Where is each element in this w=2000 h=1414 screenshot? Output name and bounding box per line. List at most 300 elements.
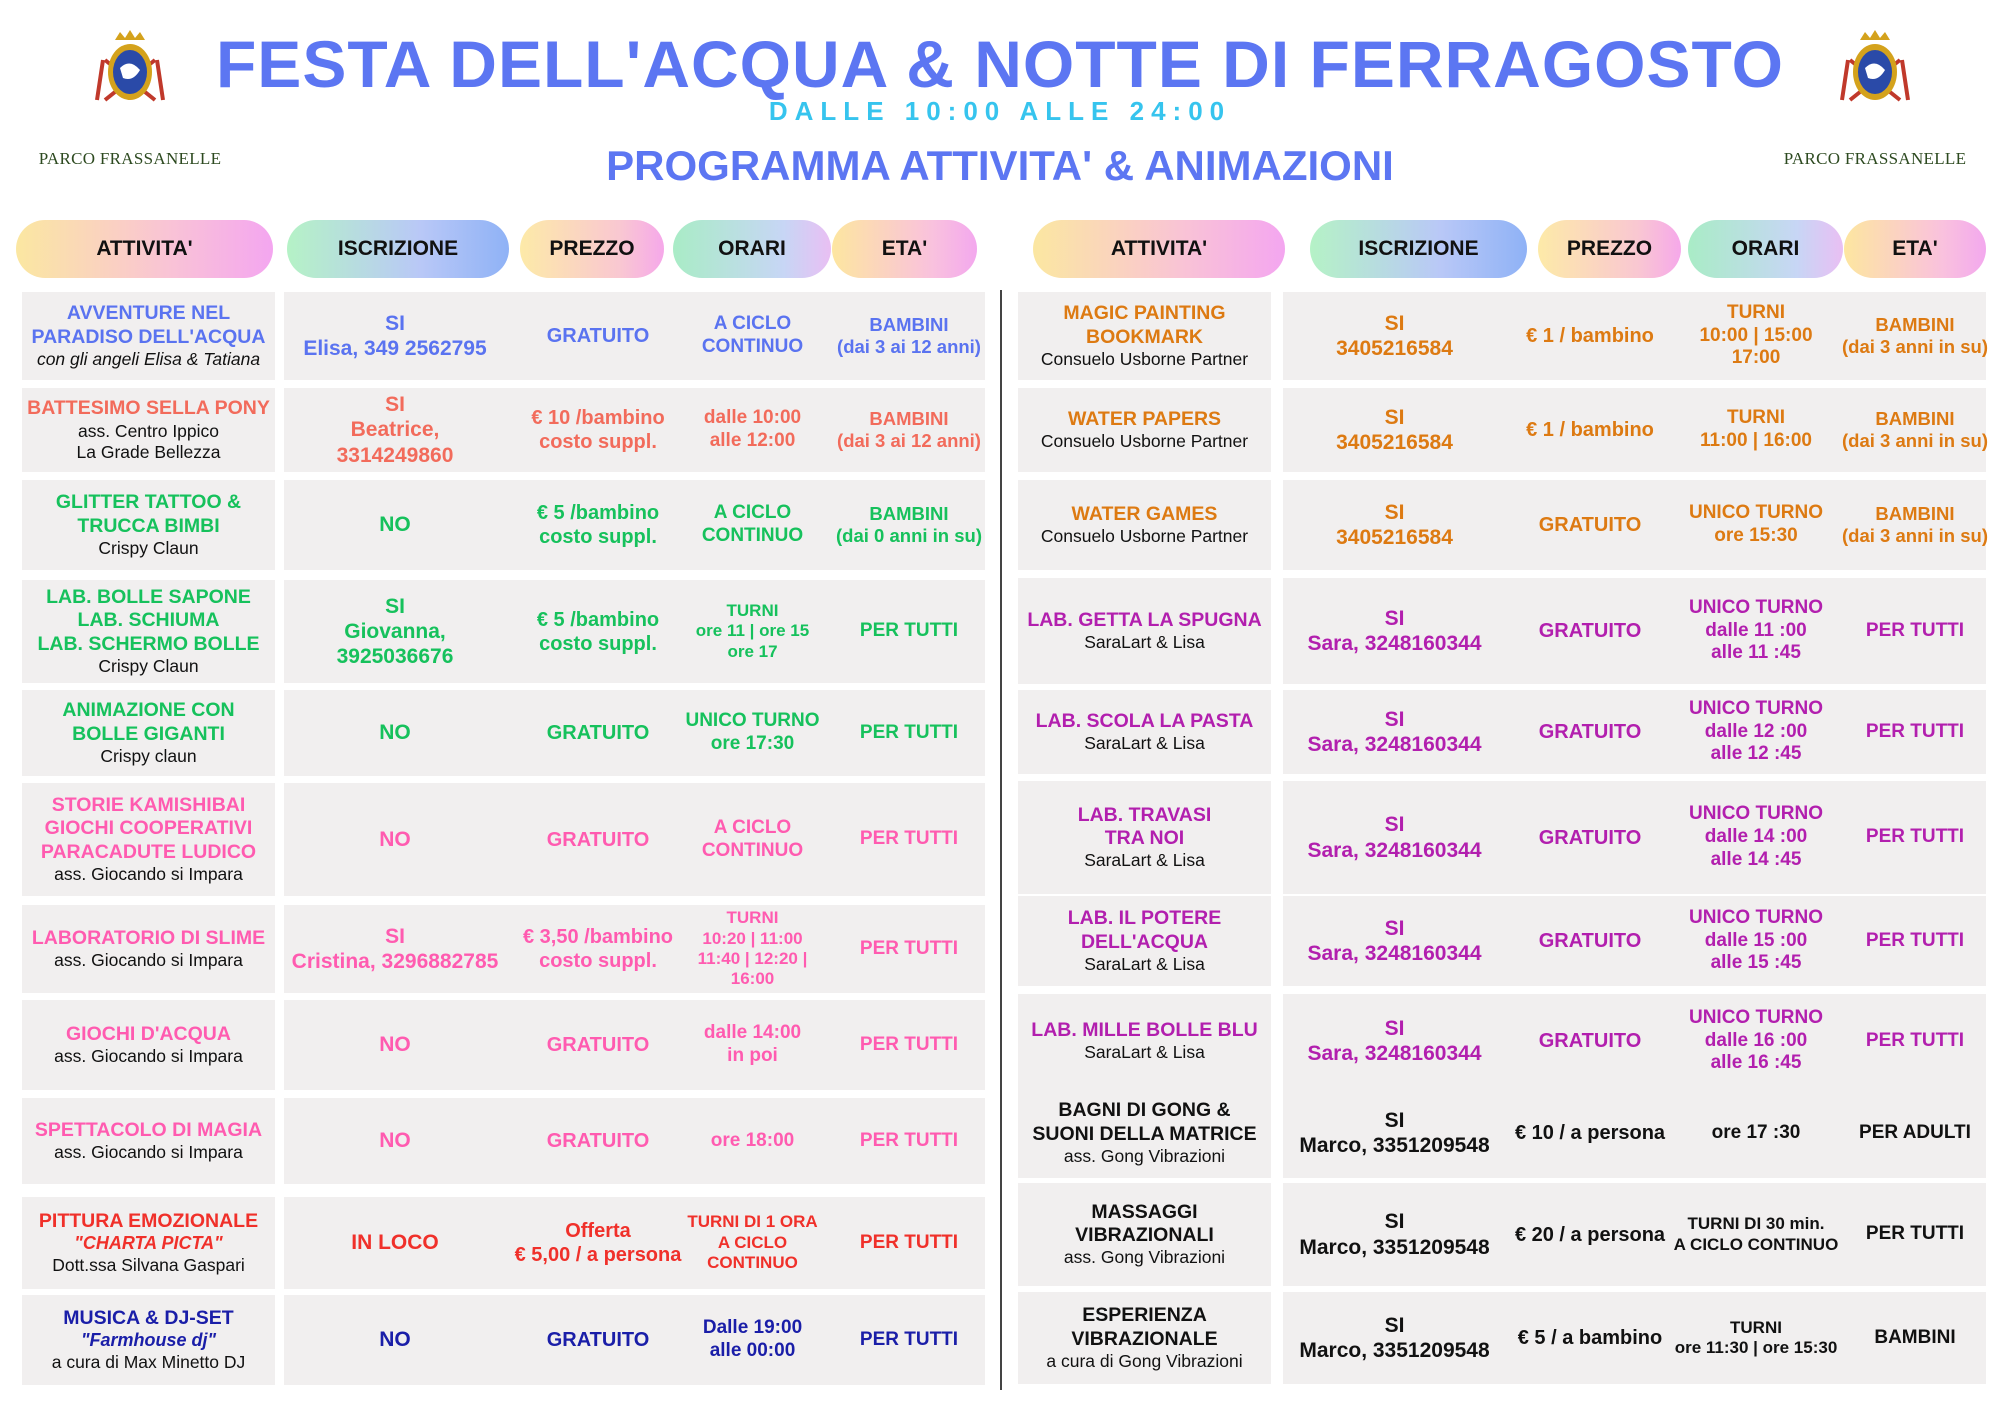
registration-cell (284, 1000, 506, 1090)
price-cell (1500, 1292, 1680, 1384)
schedule-cell (1672, 388, 1840, 472)
activity-organizer (1041, 526, 1248, 547)
cell-line: PER TUTTI (1865, 929, 1965, 951)
cell-line: dalle 16 :00 (1704, 1029, 1808, 1051)
cell-line: TRA NOI (1104, 827, 1185, 849)
activity-name (1018, 994, 1271, 1088)
cell-line: ore 15:30 (1714, 525, 1798, 546)
cell-line: TURNI (1726, 301, 1786, 323)
cell-line: dalle 12 :00 (1704, 720, 1808, 742)
schedule-cell (1672, 1292, 1840, 1384)
cell-line: UNICO TURNO (1688, 697, 1824, 719)
age-cell (828, 388, 990, 472)
cell-line: BAMBINI (869, 313, 949, 335)
cell-line: MUSICA & DJ-SET (63, 1307, 234, 1329)
schedule-cell (680, 388, 825, 472)
activity-name (22, 1197, 275, 1289)
activity-name (22, 690, 275, 776)
cell-line: € 5 /bambino (536, 502, 660, 524)
cell-line: ass. Gong Vibrazioni (1063, 1145, 1226, 1166)
cell-line: LABORATORIO DI SLIME (31, 926, 266, 949)
age-cell (828, 1098, 990, 1184)
cell-line: dalle 10:00 (703, 407, 802, 429)
cell-line: PER TUTTI (859, 828, 959, 850)
cell-line: con gli angeli Elisa & Tatiana (36, 348, 261, 369)
registration-cell (1283, 1183, 1506, 1286)
cell-line: MASSAGGI (1091, 1200, 1198, 1223)
cell-line: Crispy Claun (98, 537, 199, 558)
activity-organizer (1064, 1247, 1225, 1268)
cell-line: BAMBINI (1874, 1326, 1956, 1348)
cell-line: Dalle 19:00 (702, 1317, 803, 1339)
cell-line: SUONI DELLA MATRICE (1032, 1122, 1257, 1145)
activity-name (22, 783, 275, 896)
cell-line: PER TUTTI (859, 1328, 959, 1350)
activity-organizer (100, 746, 196, 767)
activity-name (22, 480, 275, 570)
cell-line: Marco, 3351209548 (1299, 1339, 1490, 1362)
cell-line: PER TUTTI (1865, 1029, 1965, 1051)
cell-line: GRATUITO (546, 1130, 650, 1152)
cell-line: € 20 / a persona (1514, 1223, 1666, 1246)
schedule-cell (680, 905, 825, 993)
cell-line: € 5,00 / a persona (514, 1244, 682, 1266)
price-cell (508, 783, 688, 896)
age-cell (1835, 1292, 1995, 1384)
cell-line: ESPERIENZA (1082, 1304, 1207, 1327)
cell-line: € 5 /bambino (536, 608, 660, 631)
cell-line: ass. Giocando si Impara (54, 950, 243, 971)
cell-line: UNICO TURNO (1688, 803, 1824, 825)
cell-line: SI (1384, 1210, 1405, 1234)
cell-line: alle 00:00 (709, 1340, 796, 1361)
cell-line: WATER GAMES (1071, 502, 1218, 525)
price-cell (508, 905, 688, 993)
activity-name (22, 1000, 275, 1090)
schedule-cell (680, 1098, 825, 1184)
schedule-cell (680, 580, 825, 683)
cell-line: LAB. SCOLA LA PASTA (1035, 709, 1254, 732)
activity-organizer (77, 421, 221, 463)
cell-line: PARACADUTE LUDICO (40, 840, 257, 863)
cell-line: AVVENTURE NEL (66, 302, 231, 325)
cell-line: costo suppl. (539, 526, 657, 548)
schedule-cell (680, 292, 825, 380)
cell-line: TURNI (726, 908, 779, 928)
cell-line: € 1 / bambino (1526, 325, 1654, 347)
price-cell (508, 1295, 688, 1385)
header-iscrizione-right: ISCRIZIONE (1310, 220, 1527, 278)
cell-line: 10:20 | 11:00 (702, 928, 803, 948)
cell-line: a cura di Max Minetto DJ (51, 1351, 246, 1372)
cell-line: NO (379, 1033, 411, 1057)
cell-line: SI (1384, 311, 1405, 335)
cell-line: GRATUITO (546, 722, 650, 744)
activity-organizer (52, 1352, 246, 1373)
age-cell (828, 905, 990, 993)
cell-line: SI (1384, 1313, 1405, 1337)
cell-line: DELL'ACQUA (1080, 930, 1209, 953)
activity-name (22, 388, 275, 472)
cell-line: BAMBINI (1875, 407, 1955, 429)
cell-line: Marco, 3351209548 (1299, 1134, 1490, 1157)
cell-line: SI (1384, 813, 1405, 837)
registration-cell (1283, 781, 1506, 894)
cell-line: NO (379, 721, 411, 745)
cell-line: GRATUITO (546, 1034, 650, 1056)
page-subtitle: DALLE 10:00 ALLE 24:00 (768, 96, 1232, 126)
price-cell (508, 388, 688, 472)
activity-organizer (1041, 349, 1248, 370)
cell-line: GRATUITO (1538, 826, 1642, 849)
cell-line: 3314249860 (336, 443, 454, 467)
price-cell (508, 480, 688, 570)
cell-line: Offerta (565, 1220, 631, 1242)
activity-name (1018, 1088, 1271, 1178)
cell-line: VIBRAZIONALE (1071, 1327, 1218, 1350)
cell-line: 10:00 | 15:00 (1699, 324, 1813, 346)
header-iscrizione-left: ISCRIZIONE (287, 220, 509, 278)
cell-line: SI (385, 393, 405, 417)
cell-line: € 10 / a persona (1514, 1122, 1666, 1144)
header-prezzo-left: PREZZO (520, 220, 664, 278)
cell-line: GRATUITO (546, 1329, 650, 1351)
activity-organizer (1084, 632, 1205, 653)
cell-line: Beatrice, (350, 418, 440, 442)
cell-line: alle 15 :45 (1710, 952, 1802, 974)
header-attivita-right: ATTIVITA' (1033, 220, 1285, 278)
schedule-cell (1672, 1183, 1840, 1286)
age-cell (828, 690, 990, 776)
activity-name (22, 1098, 275, 1184)
activity-name (1018, 781, 1271, 894)
registration-cell (1283, 1088, 1506, 1178)
cell-line: Crispy claun (100, 745, 197, 766)
program-title: PROGRAMMA ATTIVITA' & ANIMAZIONI (606, 142, 1394, 189)
cell-line: GRATUITO (546, 325, 650, 347)
cell-line: PER TUTTI (859, 1129, 959, 1151)
age-cell (828, 1197, 990, 1289)
price-cell (508, 1197, 688, 1289)
cell-line: BAGNI DI GONG & (1058, 1099, 1231, 1122)
cell-line: TRUCCA BIMBI (77, 514, 220, 537)
cell-line: SaraLart & Lisa (1084, 733, 1205, 754)
cell-line: € 3,50 /bambino (522, 926, 674, 948)
price-cell (1500, 388, 1680, 472)
activity-name (1018, 292, 1271, 380)
cell-line: ass. Giocando si Impara (54, 1142, 243, 1163)
registration-cell (284, 388, 506, 472)
cell-line: ore 17 :30 (1711, 1121, 1801, 1143)
schedule-cell (1672, 781, 1840, 894)
registration-cell (1283, 1292, 1506, 1384)
header-eta-right: ETA' (1844, 220, 1986, 278)
cell-line: VIBRAZIONALI (1075, 1224, 1214, 1246)
cell-line: SaraLart & Lisa (1084, 850, 1205, 871)
registration-cell (1283, 578, 1506, 684)
price-cell (1500, 690, 1680, 774)
cell-line: CONTINUO (701, 839, 804, 861)
schedule-cell (680, 690, 825, 776)
activity-organizer (52, 1255, 245, 1276)
cell-line: € 10 /bambino (531, 407, 665, 429)
registration-cell (1283, 994, 1506, 1088)
cell-line: alle 12 :45 (1710, 743, 1802, 765)
activity-organizer (1064, 1146, 1225, 1167)
activity-organizer (54, 1046, 243, 1067)
schedule-cell (1672, 578, 1840, 684)
cell-line: SPETTACOLO DI MAGIA (34, 1118, 263, 1141)
schedule-cell (1672, 994, 1840, 1088)
cell-line: GRATUITO (1538, 721, 1642, 743)
price-cell (508, 690, 688, 776)
price-cell (1500, 994, 1680, 1088)
cell-line: TURNI DI 30 min. (1687, 1214, 1825, 1234)
registration-cell (1283, 896, 1506, 986)
age-cell (828, 580, 990, 683)
logo-text: PARCO FRASSANELLE (38, 149, 222, 168)
cell-line: TURNI DI 1 ORA (687, 1212, 818, 1232)
cell-line: SI (1384, 405, 1405, 429)
cell-line: GRATUITO (546, 828, 650, 851)
cell-line: Cristina, 3296882785 (291, 950, 499, 973)
cell-line: 3925036676 (336, 645, 454, 669)
cell-line: ass. Giocando si Impara (54, 864, 243, 885)
cell-line: PER TUTTI (859, 620, 959, 642)
age-cell (828, 1295, 990, 1385)
cell-line: GIOCHI D'ACQUA (66, 1022, 231, 1045)
activity-name (1018, 480, 1271, 570)
cell-line: NO (379, 1129, 411, 1153)
registration-cell (284, 1098, 506, 1184)
cell-line: ore 18:00 (710, 1129, 795, 1151)
cell-line: (dai 0 anni in su) (836, 525, 982, 546)
cell-line: SI (1384, 1108, 1405, 1132)
cell-line: TURNI (726, 600, 779, 620)
cell-line: CONTINUO (701, 336, 804, 357)
cell-line: ass. Gong Vibrazioni (1063, 1247, 1226, 1268)
price-cell (1500, 1088, 1680, 1178)
price-cell (508, 292, 688, 380)
activity-name (1018, 690, 1271, 774)
cell-line: Giovanna, (344, 619, 446, 643)
cell-line: UNICO TURNO (1688, 596, 1824, 618)
cell-line: GRATUITO (1538, 514, 1642, 536)
cell-line: UNICO TURNO (1688, 1006, 1824, 1028)
registration-cell (1283, 292, 1506, 380)
activity-organizer (1041, 431, 1248, 452)
cell-line: (dai 3 anni in su) (1842, 525, 1988, 546)
schedule-cell (680, 480, 825, 570)
activity-name (22, 905, 275, 993)
activity-subtitle: "CHARTA PICTA" (74, 1233, 223, 1254)
cell-line: Marco, 3351209548 (1299, 1235, 1490, 1259)
cell-line: MAGIC PAINTING (1063, 302, 1226, 325)
cell-line: A CICLO (713, 313, 792, 335)
cell-line: alle 12:00 (709, 430, 796, 451)
age-cell (828, 292, 990, 380)
cell-line: alle 16 :45 (1710, 1052, 1802, 1074)
activity-organizer (98, 656, 198, 677)
age-cell (1835, 388, 1995, 472)
activity-organizer (37, 349, 260, 370)
registration-cell (1283, 690, 1506, 774)
activity-organizer (54, 950, 243, 971)
cell-line: La Grade Bellezza (76, 441, 221, 462)
cell-line: dalle 11 :00 (1705, 619, 1807, 641)
price-cell (1500, 578, 1680, 684)
cell-line: SI (385, 311, 405, 335)
cell-line: alle 14 :45 (1710, 848, 1802, 870)
cell-line: PER TUTTI (859, 1231, 959, 1253)
cell-line: BAMBINI (1875, 313, 1955, 335)
cell-line: LAB. MILLE BOLLE BLU (1031, 1018, 1258, 1041)
cell-line: SI (1384, 707, 1405, 731)
activity-organizer (54, 1142, 243, 1163)
price-cell (1500, 896, 1680, 986)
registration-cell (284, 292, 506, 380)
cell-line: 3405216584 (1336, 431, 1453, 454)
cell-line: SI (1384, 500, 1405, 524)
cell-line: SI (1384, 606, 1405, 630)
cell-line: GRATUITO (1538, 930, 1642, 952)
cell-line: costo suppl. (539, 431, 657, 453)
cell-line: SaraLart & Lisa (1084, 1042, 1205, 1063)
cell-line: PITTURA EMOZIONALE (38, 1210, 259, 1232)
cell-line: ore 11:30 | ore 15:30 (1674, 1338, 1838, 1357)
activity-name (1018, 1292, 1271, 1384)
schedule-cell (1672, 690, 1840, 774)
cell-line: dalle 15 :00 (1704, 929, 1808, 951)
schedule-cell (680, 1000, 825, 1090)
schedule-cell (1672, 292, 1840, 380)
schedule-cell (680, 1197, 825, 1289)
cell-line: 17:00 (1731, 347, 1781, 369)
activity-organizer (54, 864, 243, 885)
header-eta-left: ETA' (832, 220, 977, 278)
cell-line: Sara, 3248160344 (1307, 632, 1482, 655)
cell-line: Consuelo Usborne Partner (1040, 348, 1249, 369)
cell-line: SaraLart & Lisa (1084, 953, 1205, 974)
activity-name (22, 580, 275, 683)
logo-text: PARCO FRASSANELLE (1783, 149, 1967, 168)
cell-line: LAB. GETTA LA SPUGNA (1027, 608, 1262, 631)
cell-line: Sara, 3248160344 (1307, 733, 1482, 756)
header-attivita-left: ATTIVITA' (16, 220, 273, 278)
price-cell (1500, 1183, 1680, 1286)
activity-organizer (1046, 1351, 1242, 1372)
registration-cell (1283, 388, 1506, 472)
cell-line: UNICO TURNO (1688, 906, 1824, 928)
price-cell (1500, 480, 1680, 570)
cell-line: GRATUITO (1538, 1030, 1642, 1052)
cell-line: BAMBINI (1875, 502, 1955, 524)
schedule-cell (1672, 480, 1840, 570)
cell-line: SI (1384, 916, 1405, 940)
age-cell (1835, 292, 1995, 380)
activity-organizer (1084, 1042, 1205, 1063)
cell-line: costo suppl. (539, 632, 657, 655)
cell-line: PARADISO DELL'ACQUA (31, 325, 266, 348)
cell-line: BOOKMARK (1086, 325, 1203, 348)
activity-name (1018, 896, 1271, 986)
registration-cell (284, 580, 506, 683)
registration-cell (284, 480, 506, 570)
price-cell (508, 580, 688, 683)
cell-line: (dai 3 ai 12 anni) (837, 430, 981, 451)
activity-name (1018, 1183, 1271, 1286)
price-cell (508, 1000, 688, 1090)
cell-line: Sara, 3248160344 (1307, 838, 1482, 862)
cell-line: PER TUTTI (859, 1033, 959, 1055)
cell-line: ore 11 | ore 15 (695, 621, 810, 641)
cell-line: 11:40 | 12:20 | 16:00 (697, 949, 808, 989)
cell-line: PER TUTTI (859, 721, 959, 743)
cell-line: alle 11 :45 (1711, 642, 1801, 664)
cell-line: GIOCHI COOPERATIVI (44, 817, 253, 840)
cell-line: A CICLO CONTINUO (1673, 1234, 1839, 1254)
cell-line: BAMBINI (869, 407, 949, 429)
schedule-cell (680, 783, 825, 896)
header-orari-right: ORARI (1688, 220, 1843, 278)
registration-cell (284, 690, 506, 776)
age-cell (1835, 690, 1995, 774)
cell-line: Dott.ssa Silvana Gaspari (52, 1254, 245, 1275)
age-cell (1835, 1183, 1995, 1286)
activity-subtitle: "Farmhouse dj" (80, 1330, 217, 1351)
cell-line: (dai 3 anni in su) (1842, 430, 1988, 451)
cell-line: SaraLart & Lisa (1084, 632, 1205, 653)
schedule-cell (1672, 896, 1840, 986)
cell-line: SI (385, 594, 405, 618)
cell-line: LAB. SCHIUMA (77, 609, 220, 632)
price-cell (508, 1098, 688, 1184)
cell-line: WATER PAPERS (1067, 407, 1222, 430)
cell-line: BOLLE GIGANTI (72, 722, 225, 745)
cell-line: PER ADULTI (1859, 1121, 1971, 1143)
price-cell (1500, 781, 1680, 894)
cell-line: 3405216584 (1336, 526, 1453, 549)
activity-organizer (1084, 954, 1205, 975)
cell-line: BAMBINI (869, 502, 949, 524)
cell-line: SI (385, 924, 405, 948)
column-divider (1000, 290, 1002, 1390)
cell-line: PER TUTTI (1865, 826, 1965, 848)
cell-line: PER TUTTI (1865, 1223, 1965, 1245)
cell-line: Sara, 3248160344 (1307, 1042, 1482, 1065)
activity-organizer (1084, 733, 1205, 754)
cell-line: UNICO TURNO (685, 710, 820, 732)
age-cell (1835, 578, 1995, 684)
cell-line: a cura di Gong Vibrazioni (1046, 1350, 1243, 1371)
cell-line: ore 17 (727, 641, 778, 661)
cell-line: GRATUITO (1538, 620, 1642, 642)
age-cell (828, 783, 990, 896)
registration-cell (284, 905, 506, 993)
cell-line: UNICO TURNO (1688, 502, 1824, 524)
age-cell (828, 1000, 990, 1090)
cell-line: BATTESIMO SELLA PONY (27, 397, 270, 420)
cell-line: dalle 14:00 (703, 1022, 802, 1044)
cell-line: TURNI (1730, 1317, 1782, 1337)
cell-line: € 5 / a bambino (1517, 1327, 1663, 1349)
cell-line: GLITTER TATTOO & (55, 491, 242, 514)
cell-line: NO (379, 827, 411, 851)
cell-line: IN LOCO (351, 1231, 439, 1255)
cell-line: LAB. BOLLE SAPONE (46, 585, 251, 608)
activity-name (1018, 388, 1271, 472)
cell-line: Sara, 3248160344 (1307, 942, 1482, 965)
